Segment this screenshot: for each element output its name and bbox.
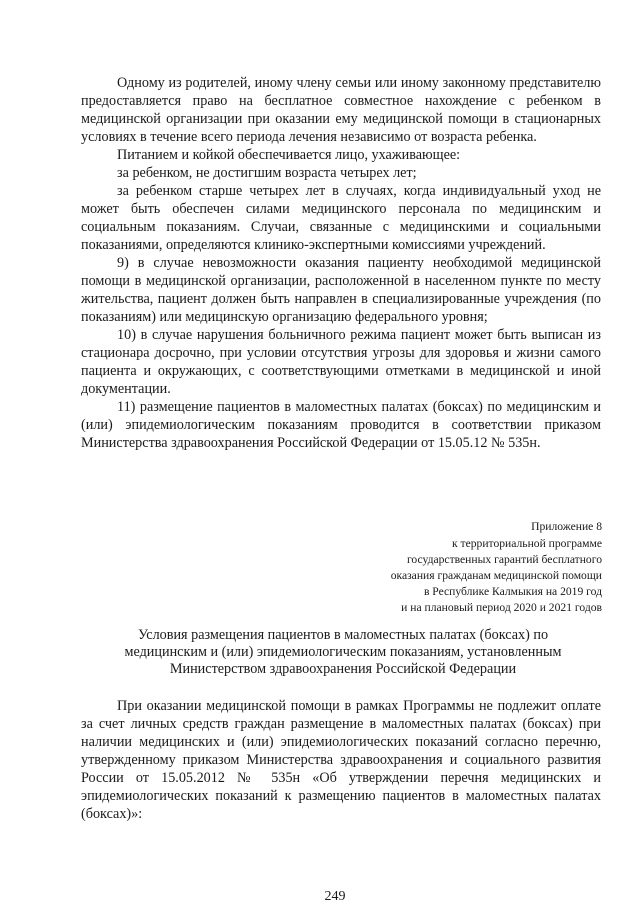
appendix-line: оказания гражданам медицинской помощи xyxy=(390,569,602,582)
appendix-line: в Республике Калмыкия на 2019 год xyxy=(423,585,602,598)
appendix-line: и на плановый период 2020 и 2021 годов xyxy=(401,601,602,614)
paragraph-child-over-four: за ребенком старше четырех лет в случаях, когда индивидуальный уход не может быть обеспечен силами медицинского персонала по медицинским и социальным показаниям. Случаи, связанные с медицинскими и социальными показаниями, определяются клинико-экспертными комиссиями учреждений. xyxy=(81,183,601,253)
paragraph-item-9: 9) в случае невозможности оказания пациенту необходимой медицинской помощи в медицинской организации, расположенной в населенном пункте по месту жительства, пациент должен быть направлен в специализированные учреждения (по показаниям) или медицинскую организацию федерального уровня; xyxy=(81,255,601,325)
section-title-line: медицинским и (или) эпидемиологическим показаниям, установленным xyxy=(124,644,562,660)
appendix-header xyxy=(330,519,602,616)
appendix-line: к территориальной программе xyxy=(452,537,602,550)
section-title-line: Министерством здравоохранения Российской Федерации xyxy=(169,661,517,677)
paragraph-section-intro: При оказании медицинской помощи в рамках Программы не подлежит оплате за счет личных средств граждан размещение в маломестных палатах (боксах) при наличии медицинских и (или) эпидемиологических показаний согласно перечню, утвержденному приказом Министерства здравоохранения и социального развития России от 15.05.2012 № 535н «Об утверждении перечня медицинских и эпидемиологических показаний к размещению пациентов в маломестных палатах (боксах)»: xyxy=(81,698,601,822)
appendix-line: государственных гарантий бесплатного xyxy=(406,553,602,566)
page-number: 249 xyxy=(324,889,346,904)
section-title-line: Условия размещения пациентов в маломестных палатах (боксах) по xyxy=(137,627,549,643)
body-text xyxy=(81,74,601,452)
section-title xyxy=(108,627,578,678)
paragraph-item-11: 11) размещение пациентов в маломестных палатах (боксах) по медицинским и (или) эпидемиологическим показаниям проводится в соответствии приказом Министерства здравоохранения Российской Федерации от 15.05.12 № 535н. xyxy=(81,399,601,451)
section-body xyxy=(81,697,601,823)
appendix-label: Приложение 8 xyxy=(531,520,602,533)
paragraph-child-under-four: за ребенком, не достигшим возраста четырех лет; xyxy=(117,165,417,181)
paragraph-meals-bed: Питанием и койкой обеспечивается лицо, ухаживающее: xyxy=(117,147,461,163)
paragraph-item-10: 10) в случае нарушения больничного режима пациент может быть выписан из стационара досрочно, при условии отсутствия угрозы для здоровья и жизни самого пациента и окружающих, с соответствующими отметками в медицинской и иной документации. xyxy=(81,327,601,397)
paragraph-joint-stay: Одному из родителей, иному члену семьи или иному законному представителю предоставляется право на бесплатное совместное нахождение с ребенком в медицинской организации при оказании ему медицинской помощи в стационарных условиях в течение всего периода лечения независимо от возраста ребенка. xyxy=(81,75,601,145)
